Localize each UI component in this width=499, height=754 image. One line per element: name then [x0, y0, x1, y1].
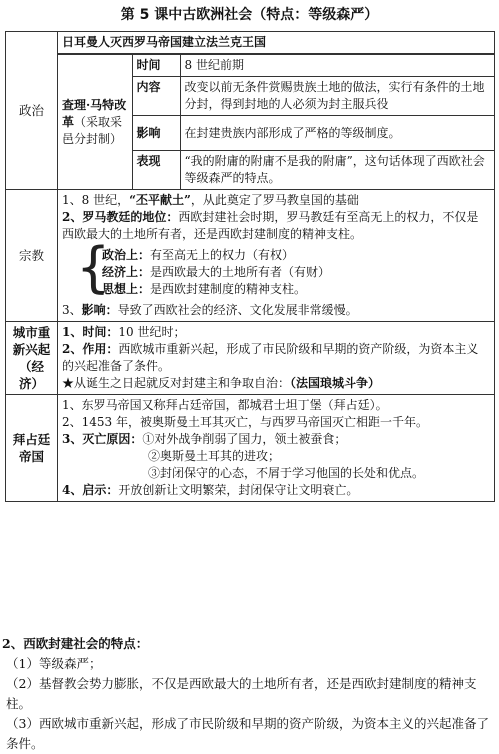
reform-val-impact: 在封建贵族内部形成了严格的等级制度。: [180, 116, 494, 151]
politics-row: [6, 32, 495, 190]
religion-row: [6, 190, 495, 322]
reform-key-time: 时间: [132, 55, 180, 77]
reform-val-time: 8 世纪前期: [180, 55, 494, 77]
religion-line-1: 1、8 世纪，“丕平献土”，从此奠定了罗马教皇国的基础: [62, 193, 359, 207]
byz-reason: ③封闭保守的心态，不屑于学习他国的长处和优点。: [148, 466, 425, 480]
religion-brace-list: [62, 236, 490, 299]
city-line-2: 2、作用：西欧城市重新兴起，形成了市民阶级和早期的资产阶级，为资本主义的兴起准备了条件。: [62, 342, 479, 373]
reform-val-content: 改变以前无条件赏赐贵族土地的做法，实行有条件的土地分封，得到封地的人必须为封主服兵役: [180, 77, 494, 116]
religion-label: 宗教: [6, 190, 58, 322]
reform-key-show: 表现: [132, 151, 180, 190]
reform-name-cell: [58, 55, 132, 190]
reform-name: 查理·马特: [62, 97, 115, 112]
reform-table: [58, 54, 494, 189]
summary-table: [5, 31, 495, 502]
features-section: [0, 634, 499, 754]
reform-note: （采取采邑分封制）: [62, 114, 123, 146]
byz-line-3: 3、灭亡原因：①对外战争削弱了国力，领土被蚕食；: [62, 432, 347, 446]
byz-line-4: 4、启示：开放创新让文明繁荣，封闭保守让文明衰亡。: [62, 483, 359, 497]
byzantine-label: 拜占廷帝国: [6, 395, 58, 502]
page-title: 第 5 课中古欧洲社会（特点：等级森严）: [120, 7, 379, 23]
politics-top-line: 日耳曼人灭西罗马帝国建立法兰克王国: [58, 32, 494, 54]
reform-key-content: 内容: [132, 77, 180, 116]
brace-item: 经济上：是西欧最大的土地所有者（有财）: [102, 265, 331, 279]
city-line-3: ★从诞生之日起就反对封建主和争取自治：（法国琅城斗争）: [62, 376, 381, 390]
reform-val-show: “我的附庸的附庸不是我的附庸”，这句话体现了西欧社会等级森严的特点。: [180, 151, 494, 190]
byz-line-1: 1、东罗马帝国又称拜占廷帝国，都城君士坦丁堡（拜占廷）。: [62, 398, 388, 412]
byz-reason: ②奥斯曼土耳其的进攻；: [148, 449, 281, 463]
byzantine-row: [6, 395, 495, 502]
feature-item: （2）基督教会势力膨胀，不仅是西欧最大的土地所有者，还是西欧封建制度的精神支柱。: [6, 676, 477, 711]
religion-line-2: 2、罗马教廷的地位：西欧封建社会时期，罗马教廷有至高无上的权力，不仅是西欧最大的土地所有者，还是西欧封建制度的精神支柱。: [62, 210, 479, 241]
feature-item: （1）等级森严；: [6, 656, 102, 671]
brace-item: 政治上：有至高无上的权力（有权）: [102, 248, 295, 262]
city-row: [6, 322, 495, 395]
reform-key-impact: 影响: [132, 116, 180, 151]
brace-symbol: {: [76, 236, 111, 299]
feature-item: （3）西欧城市重新兴起，形成了市民阶级和早期的资产阶级，为资本主义的兴起准备了条件。: [6, 716, 489, 751]
brace-item: 思想上：是西欧封建制度的精神支柱。: [102, 282, 307, 296]
reform-name-rest: 改革: [62, 97, 127, 129]
religion-line-3: 3、影响：导致了西欧社会的经济、文化发展非常缓慢。: [62, 303, 358, 317]
city-label: 城市重新兴起（经济）: [6, 322, 58, 395]
politics-label: 政治: [6, 32, 58, 190]
byz-line-2: 2、1453 年，被奥斯曼土耳其灭亡，与西罗马帝国灭亡相距一千年。: [62, 415, 428, 429]
features-heading: 2、西欧封建社会的特点：: [2, 636, 149, 651]
city-line-1: 1、时间：10 世纪时；: [62, 325, 186, 339]
